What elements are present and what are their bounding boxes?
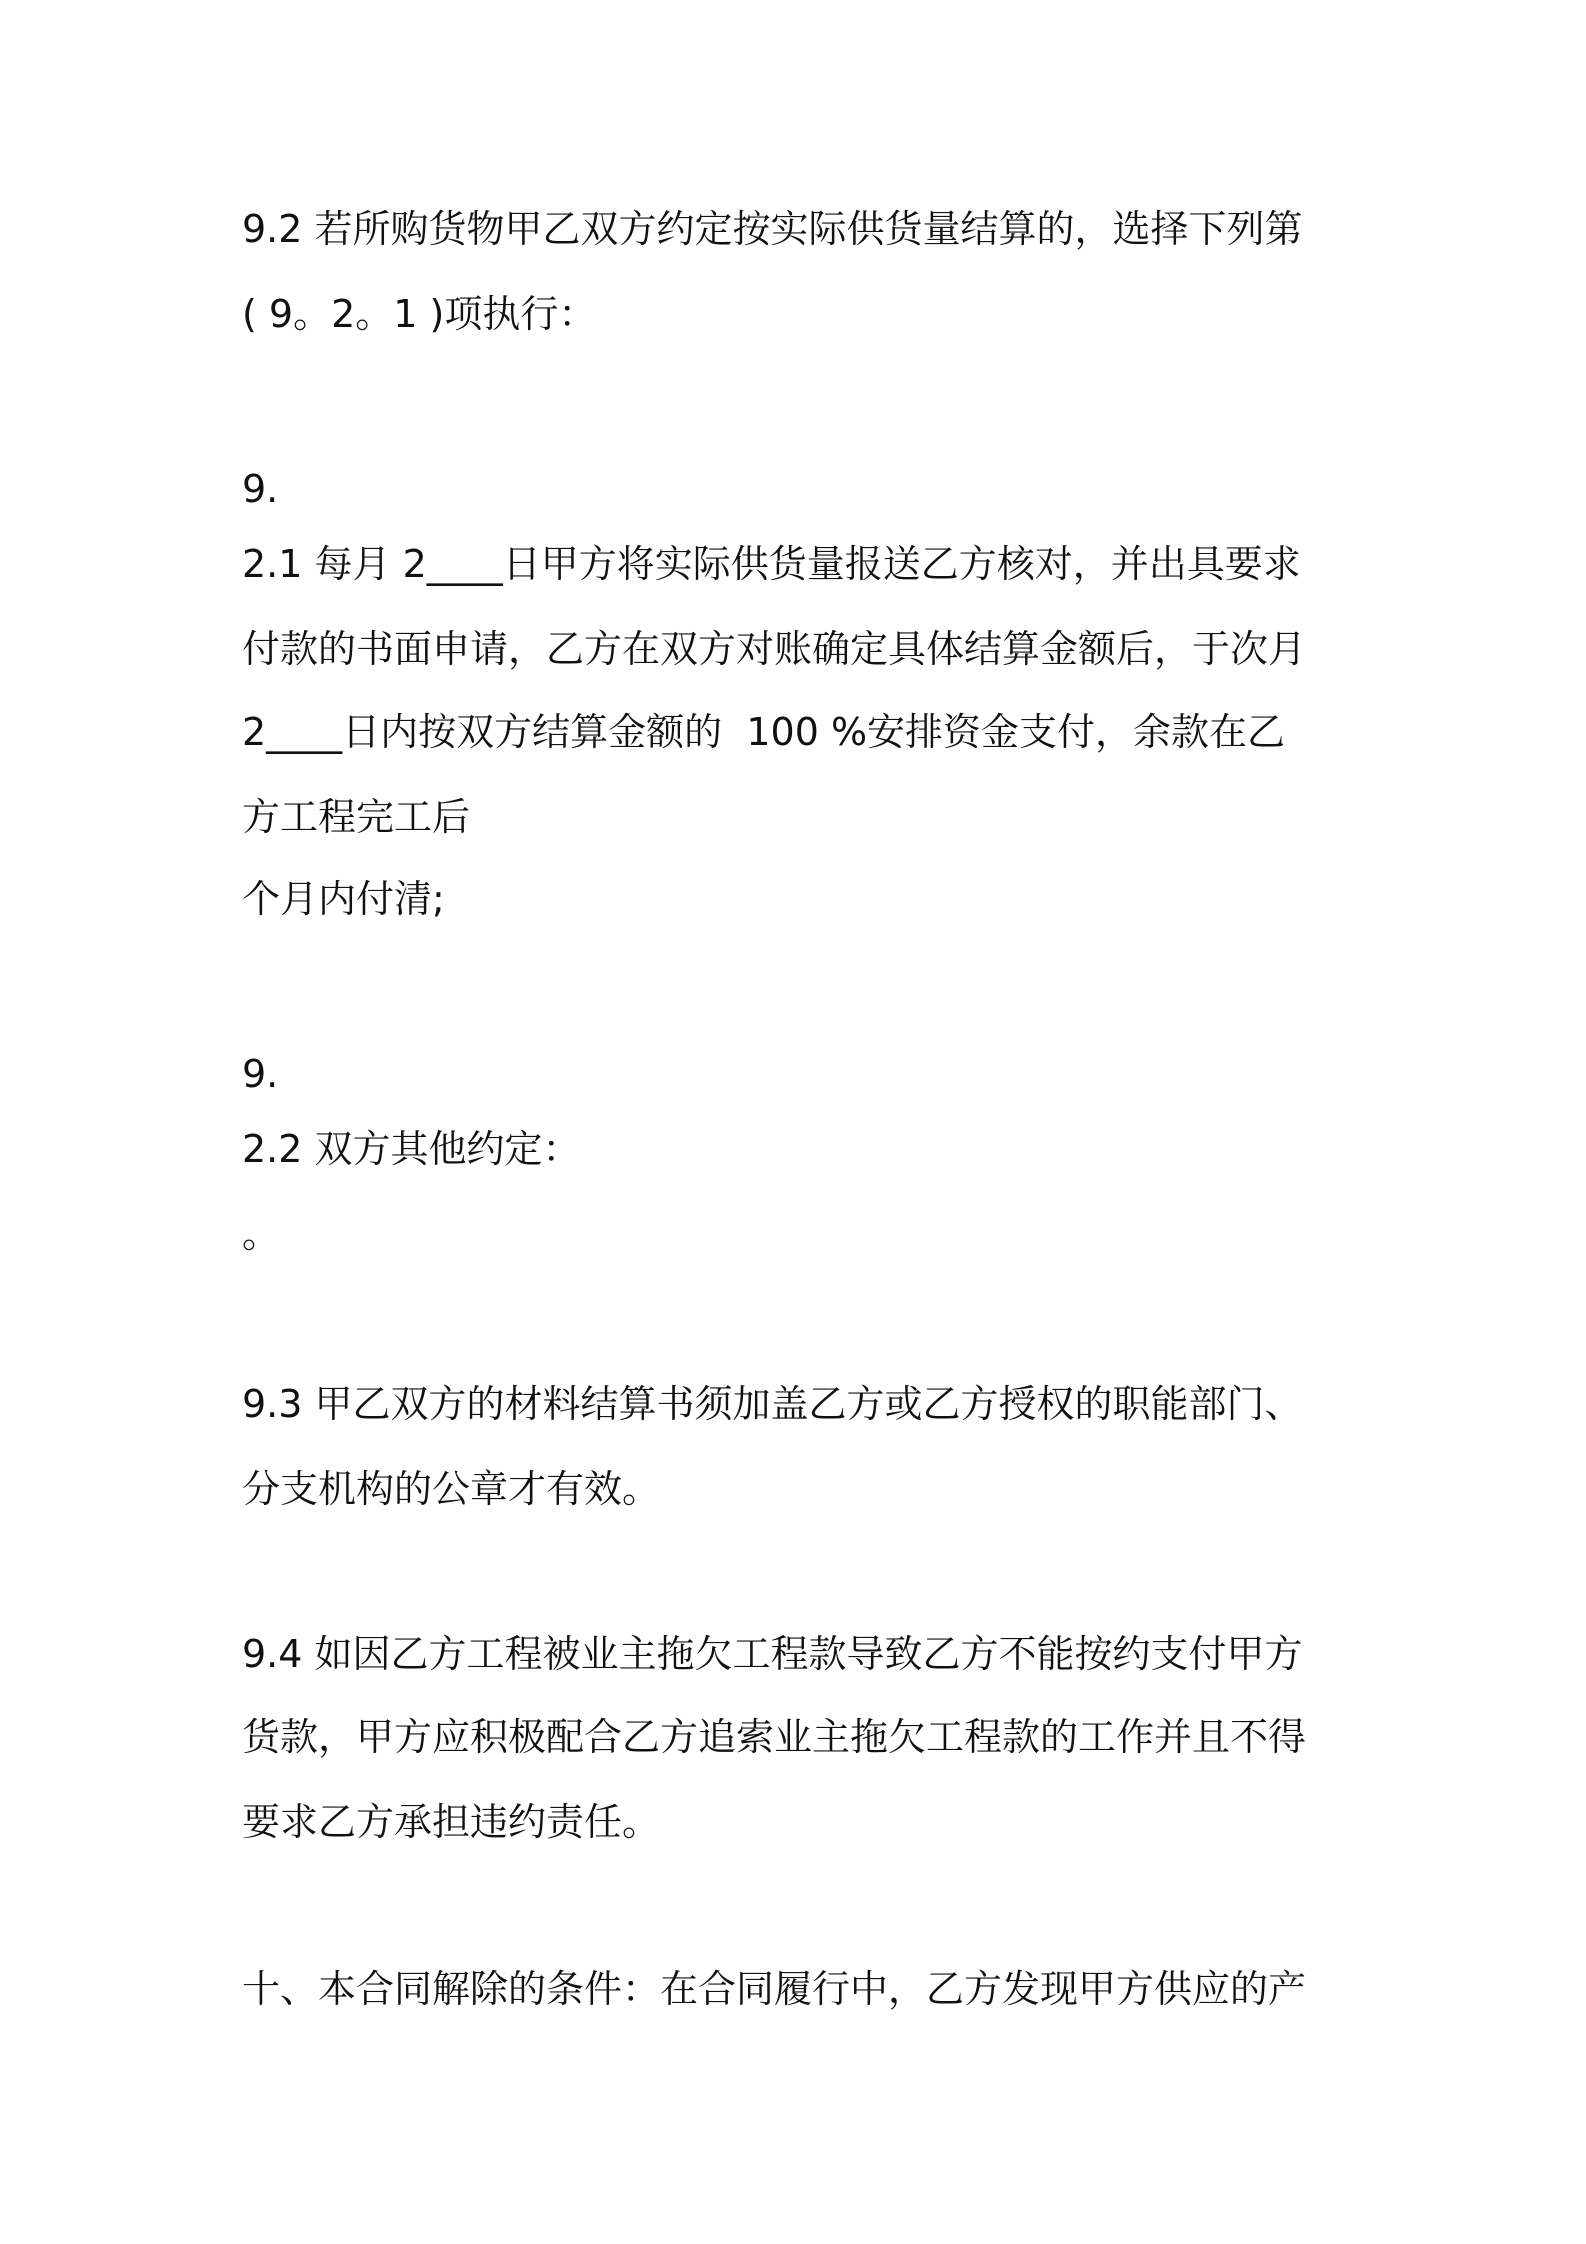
clause-9-2-line-1: 9.2 若所购货物甲乙双方约定按实际供货量结算的，选择下列第 — [242, 207, 1303, 251]
clause-9-2-1-line-5: 个月内付清; — [242, 877, 445, 921]
clause-9-2-2-line-2: 。 — [242, 1212, 281, 1256]
clause-9-4-line-2: 货款，甲方应积极配合乙方追索业主拖欠工程款的工作并且不得 — [242, 1715, 1307, 1759]
clause-9-2-1-line-3: 2____日内按双方结算金额的 100 %安排资金支付，余款在乙 — [242, 710, 1286, 754]
clause-9-3-line-1: 9.3 甲乙双方的材料结算书须加盖乙方或乙方授权的职能部门、 — [242, 1382, 1303, 1426]
section-10-line-1: 十、本合同解除的条件：在合同履行中，乙方发现甲方供应的产 — [242, 1967, 1307, 2011]
clause-9-3-line-2: 分支机构的公章才有效。 — [242, 1467, 661, 1511]
clause-9-2-line-2: ( 9。2。1 )项执行： — [242, 292, 597, 336]
clause-9-2-2-line-1: 2.2 双方其他约定： — [242, 1127, 581, 1171]
clause-9-2-1-line-2: 付款的书面申请，乙方在双方对账确定具体结算金额后，于次月 — [242, 627, 1307, 671]
clause-9-2-1-line-4: 方工程完工后 — [242, 795, 471, 839]
clause-9-4-line-1: 9.4 如因乙方工程被业主拖欠工程款导致乙方不能按约支付甲方 — [242, 1632, 1303, 1676]
clause-9-2-1-number-prefix: 9. — [242, 467, 279, 511]
clause-9-2-2-number-prefix: 9. — [242, 1052, 279, 1096]
clause-9-4-line-3: 要求乙方承担违约责任。 — [242, 1800, 661, 1844]
clause-9-2-1-line-1: 2.1 每月 2____日甲方将实际供货量报送乙方核对，并出具要求 — [242, 542, 1301, 586]
